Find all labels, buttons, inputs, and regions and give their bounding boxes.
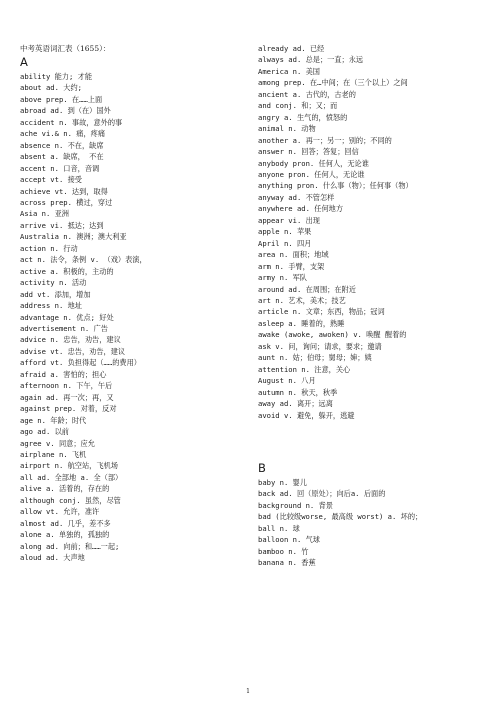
vocab-entry: agree v. 同意；应允	[20, 438, 95, 448]
vocab-entry: advantage n. 优点; 好处	[20, 312, 114, 322]
vocab-entry: bad (比较级worse, 最高级 worst) a. 坏的；	[258, 512, 423, 522]
vocab-entry: anything pron. 什么事（物）；任何事（物）	[258, 181, 413, 191]
vocab-entry: ancient a. 古代的，古老的	[258, 89, 356, 99]
section-a-right-entries	[258, 43, 488, 421]
vocab-entry: advertisement n. 广告	[20, 323, 108, 333]
vocab-entry: apple n. 苹果	[258, 227, 312, 237]
vocab-entry: allow vt. 允许，准许	[20, 507, 100, 517]
vocab-entry: attention n. 注意，关心	[258, 364, 351, 374]
vocab-entry: around ad. 在周围；在附近	[258, 284, 356, 294]
vocab-entry: background n. 背景	[258, 500, 333, 510]
vocab-entry: aunt n. 姑；伯母；舅母；婶；姨	[258, 353, 372, 363]
vocab-entry: ball n. 球	[258, 523, 300, 533]
vocab-entry: achieve vt. 达到，取得	[20, 186, 108, 196]
vocab-entry: animal n. 动物	[258, 124, 316, 134]
vocab-entry: anywhere ad. 任何地方	[258, 204, 344, 214]
vocab-entry: area n. 面积；地域	[258, 250, 329, 260]
vocab-entry: Australia n. 澳洲；澳大利亚	[20, 232, 127, 242]
vocab-entry: awake (awoke, awoken) v. 唤醒 醒着的	[258, 330, 407, 340]
vocab-entry: activity n. 活动	[20, 278, 87, 288]
vocab-entry: alive a. 活着的，存在的	[20, 484, 110, 494]
vocab-entry: accept vt. 接受	[20, 175, 82, 185]
vocab-entry: bamboo n. 竹	[258, 546, 309, 556]
document-title: 中考英语词汇表（1655）：	[20, 44, 111, 53]
vocab-entry: anyone pron. 任何人，无论谁	[258, 169, 365, 179]
vocab-entry: asleep a. 睡着的，熟睡	[258, 318, 345, 328]
vocab-entry: afternoon n. 下午，午后	[20, 381, 113, 391]
vocab-entry: active a. 积极的，主动的	[20, 266, 114, 276]
vocab-entry: along ad. 向前；和……一起;	[20, 541, 120, 551]
vocab-entry: anybody pron. 任何人，无论谁	[258, 158, 369, 168]
vocab-entry: aloud ad. 大声地	[20, 553, 85, 563]
vocab-entry: airplane n. 飞机	[20, 449, 87, 459]
vocab-entry: accident n. 事故，意外的事	[20, 117, 123, 127]
vocab-entry: ache vi.& n. 痛，疼痛	[20, 129, 106, 139]
vocab-entry: ago ad. 以前	[20, 427, 69, 437]
vocab-entry: absence n. 不在，缺席	[20, 140, 104, 150]
vocab-entry: article n. 文章；东西，物品；冠词	[258, 307, 385, 317]
vocab-entry: army n. 军队	[258, 273, 307, 283]
vocab-entry: another a. 再一；另一；别的；不同的	[258, 135, 392, 145]
vocab-entry: add vt. 添加，增加	[20, 289, 91, 299]
vocab-entry: advice n. 忠告，劝告，建议	[20, 335, 121, 345]
vocab-entry: avoid v. 避免，躲开，逃避	[258, 410, 355, 420]
vocab-entry: arm n. 手臂，支架	[258, 261, 325, 271]
vocab-entry: afford vt. 负担得起（……的费用）	[20, 358, 141, 368]
vocab-entry: abroad ad. 到（在）国外	[20, 106, 111, 116]
vocab-entry: and conj. 和；又；而	[258, 101, 338, 111]
left-column	[20, 43, 250, 563]
vocab-entry: Asia n. 亚洲	[20, 209, 69, 219]
vocab-entry: August n. 八月	[258, 376, 316, 386]
vocab-entry: all ad. 全部地 a. 全（部）	[20, 472, 123, 482]
section-b-entries	[258, 477, 488, 569]
vocab-entry: again ad. 再一次；再，又	[20, 392, 114, 402]
vocab-entry: although conj. 虽然，尽管	[20, 495, 121, 505]
vocab-entry: absent a. 缺席， 不在	[20, 152, 104, 162]
vocab-entry: against prep. 对着，反对	[20, 404, 117, 414]
vocab-entry: baby n. 婴儿	[258, 477, 307, 487]
vocab-entry: among prep. 在…中间；在（三个以上）之间	[258, 78, 408, 88]
vocab-entry: act n. 法令，条例 v. （戏）表演，	[20, 255, 147, 265]
vocab-entry: advise vt. 忠告，劝告，建议	[20, 346, 126, 356]
vocab-entry: age n. 年龄；时代	[20, 415, 87, 425]
vocab-entry: ask v. 问，询问；请求，要求；邀请	[258, 341, 382, 351]
right-column	[258, 43, 488, 569]
vocab-entry: about ad. 大约;	[20, 83, 82, 93]
vocab-entry: almost ad. 几乎，差不多	[20, 518, 111, 528]
vocab-entry: airport n. 航空站，飞机场	[20, 461, 118, 471]
vocab-entry: away ad. 离开；远离	[258, 399, 333, 409]
vocab-entry: alone a. 单独的，孤独的	[20, 530, 110, 540]
vocab-entry: accent n. 口音，音调	[20, 163, 100, 173]
section-a-left-entries	[20, 71, 250, 563]
vocab-entry: appear vi. 出现	[258, 215, 320, 225]
vocab-entry: afraid a. 害怕的；担心	[20, 369, 107, 379]
vocab-entry: ability 能力; 才能	[20, 72, 93, 81]
vocab-entry: arrive vi. 抵达；达到	[20, 220, 104, 230]
vocab-entry: address n. 地址	[20, 301, 82, 311]
vocab-entry: banana n. 香蕉	[258, 558, 316, 568]
vocab-entry: already ad. 已经	[258, 44, 325, 53]
section-letter-a: A	[20, 55, 28, 69]
vocab-entry: above prep. 在……上面	[20, 94, 103, 104]
vocab-entry: answer n. 回答；答复；回信	[258, 147, 359, 157]
vocab-entry: action n. 行动	[20, 243, 78, 253]
vocab-entry: America n. 美国	[258, 66, 320, 76]
page-number: 1	[246, 688, 250, 695]
vocab-entry: autumn n. 秋天，秋季	[258, 387, 338, 397]
vocab-entry: angry a. 生气的，愤怒的	[258, 112, 348, 122]
vocab-entry: across prep. 横过，穿过	[20, 197, 113, 207]
section-letter-b: B	[258, 460, 266, 475]
vocab-entry: art n. 艺术，美术；技艺	[258, 295, 346, 305]
vocab-entry: April n. 四月	[258, 238, 312, 248]
vocab-entry: always ad. 总是；一直；永远	[258, 55, 364, 65]
vocab-entry: anyway ad. 不管怎样	[258, 192, 335, 202]
vocab-entry: back ad. 回（原处）；向后a. 后面的	[258, 489, 386, 499]
vocab-entry: balloon n. 气球	[258, 535, 320, 545]
